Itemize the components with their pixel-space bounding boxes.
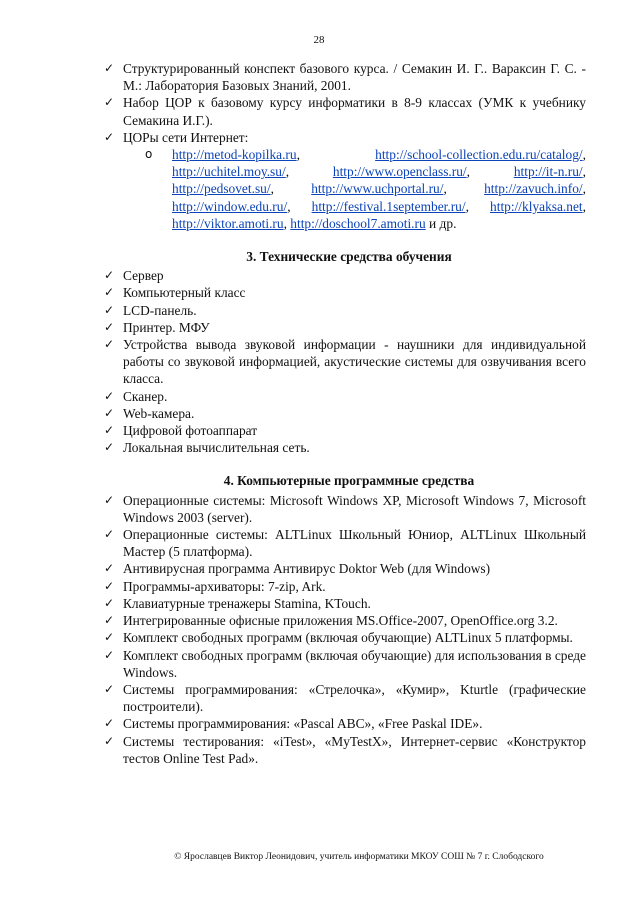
link-pedsovet[interactable]: http://pedsovet.su/ [172, 181, 271, 197]
link-window-edu[interactable]: http://window.edu.ru/ [172, 198, 288, 214]
link-zavuch[interactable]: http://zavuch.info/ [484, 181, 583, 197]
section-3-heading: 3. Технические средства обучения [246, 249, 452, 265]
list-item: ✓ Системы программирования: «Pascal ABC», «Free Paskal IDE». [104, 715, 586, 732]
link-uchitel[interactable]: http://uchitel.moy.su/ [172, 164, 286, 180]
link-metod-kopilka[interactable]: http://metod-kopilka.ru [172, 147, 297, 163]
list-item: ✓ Клавиатурные тренажеры Stamina, KTouch. [104, 595, 586, 612]
links-tail: и др. [429, 215, 457, 231]
list-item: ✓ Компьютерный класс [104, 284, 586, 301]
link-viktor-amoti[interactable]: http://viktor.amoti.ru [172, 215, 284, 231]
list-item: ✓ Сканер. [104, 388, 586, 405]
list-item: ✓ Web-камера. [104, 405, 586, 422]
list-item: ✓ Цифровой фотоаппарат [104, 422, 586, 439]
links-paragraph: o http://metod-kopilka.ru, http://school-collection.edu.ru/catalog/, http://uchitel.moy.su/, http://www.openclass.ru/, http://it-n.ru/, http://pedsovet.su/, http://www.uchportal.ru/, http://zavuch.info/, http://window.edu.ru/, http://festival.1september.ru/, http://klyaksa.net, http://viktor.amoti.ru, http://doschool7.amoti.ru и др. [145, 147, 586, 231]
link-uchportal[interactable]: http://www.uchportal.ru/ [311, 181, 444, 197]
link-festival[interactable]: http://festival.1september.ru/ [311, 198, 466, 214]
list-item: ✓ Системы программирования: «Стрелочка», «Кумир», Kturtle (графические построители). [104, 681, 586, 715]
list-item: ✓ Комплект свободных программ (включая обучающие) ALTLinux 5 платформы. [104, 629, 586, 646]
link-openclass[interactable]: http://www.openclass.ru/ [332, 164, 467, 180]
resources-list [104, 60, 586, 232]
list-item: ✓ Принтер. МФУ [104, 319, 586, 336]
sub-bullet: o [145, 147, 153, 162]
page-number: 28 [313, 34, 325, 46]
link-it-n[interactable]: http://it-n.ru/ [513, 164, 583, 180]
list-item: ✓ Сервер [104, 267, 586, 284]
list-item: ✓ Комплект свободных программ (включая обучающие) для использования в среде Windows. [104, 647, 586, 681]
list-item: ✓ LCD-панель. [104, 302, 586, 319]
list-item: ✓ Системы тестирования: «iTest», «MyTestX», Интернет-сервис «Конструктор тестов Online Test Pad». [104, 733, 586, 767]
list-item [104, 129, 586, 232]
list-item: ✓ Программы-архиваторы: 7-zip, Ark. [104, 578, 586, 595]
page-footer: © Ярославцев Виктор Леонидович, учитель информатики МКОУ СОШ № 7 г. Слободского [174, 852, 544, 862]
list-item: ✓ Устройства вывода звуковой информации - наушники для индивидуальной работы со звуковой информацией, акустические системы для озвучивания всего класса. [104, 336, 586, 388]
section-4-heading: 4. Компьютерные программные средства [223, 473, 475, 489]
list-item: ✓ Интегрированные офисные приложения MS.Office-2007, OpenOffice.org 3.2. [104, 612, 586, 629]
list-item: ✓ Операционные системы: ALTLinux Школьный Юниор, ALTLinux Школьный Мастер (5 платформа). [104, 526, 586, 560]
link-school-collection[interactable]: http://school-collection.edu.ru/catalog/ [375, 147, 583, 163]
internet-links-list [145, 146, 586, 232]
list-item-label: ЦОРы сети Интернет: [123, 129, 249, 145]
list-item: ✓ Набор ЦОР к базовому курсу информатики в 8-9 классах (УМК к учебнику Семакина И.Г.). [104, 94, 586, 128]
page-content [104, 60, 586, 767]
list-item: ✓ Структурированный конспект базового курса. / Семакин И. Г.. Вараксин Г. С. - М.: Лаборатория Базовых Знаний, 2001. [104, 60, 586, 94]
section-4-list [104, 492, 586, 767]
list-item: ✓ Операционные системы: Microsoft Windows XP, Microsoft Windows 7, Microsoft Windows 2003 (server). [104, 492, 586, 526]
section-3-list [104, 267, 586, 456]
link-klyaksa[interactable]: http://klyaksa.net [490, 198, 583, 214]
list-item: ✓ Локальная вычислительная сеть. [104, 439, 586, 456]
list-item: ✓ Антивирусная программа Антивирус Doktor Web (для Windows) [104, 560, 586, 577]
link-doschool7[interactable]: http://doschool7.amoti.ru [290, 215, 426, 231]
